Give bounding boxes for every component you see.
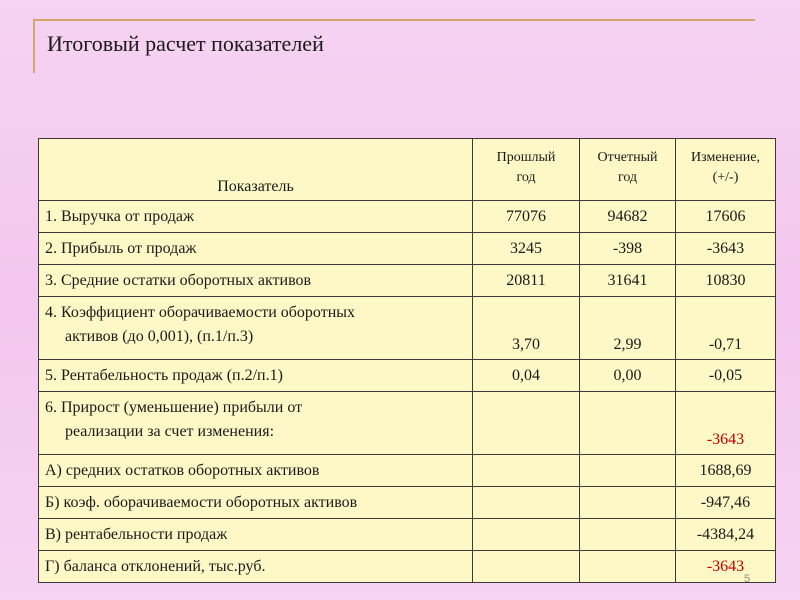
header-change-line1: Изменение, — [691, 150, 760, 165]
table-row — [39, 297, 776, 360]
report-year-value: -398 — [580, 233, 676, 265]
row-label: Г) баланса отклонений, тыс.руб. — [39, 551, 473, 583]
report-year-value: 2,99 — [580, 297, 676, 360]
change-value: -0,71 — [676, 297, 776, 360]
report-year-value: 0,00 — [580, 360, 676, 392]
change-value: -947,46 — [676, 487, 776, 519]
row-label: Б) коэф. оборачиваемости оборотных активов — [39, 487, 473, 519]
title-top-rule — [33, 19, 755, 21]
prev-year-value — [473, 519, 580, 551]
prev-year-value: 0,04 — [473, 360, 580, 392]
report-year-value — [580, 392, 676, 455]
header-prev-year-line1: Прошлый — [496, 150, 556, 165]
header-report-year-line1: Отчетный — [597, 150, 658, 165]
table-row — [39, 519, 776, 551]
report-year-value — [580, 455, 676, 487]
change-value: -3643 — [676, 233, 776, 265]
change-value: -4384,24 — [676, 519, 776, 551]
table-row — [39, 392, 776, 455]
change-value: -0,05 — [676, 360, 776, 392]
report-year-value — [580, 519, 676, 551]
table-row — [39, 233, 776, 265]
row-label: А) средних остатков оборотных активов — [39, 455, 473, 487]
row-label — [39, 297, 473, 360]
slide-number: 5 — [744, 573, 751, 585]
header-indicator: Показатель — [39, 139, 473, 201]
change-value: -3643 — [676, 392, 776, 455]
prev-year-value — [473, 551, 580, 583]
table-row — [39, 201, 776, 233]
table-header-row — [39, 139, 776, 201]
change-value: 1688,69 — [676, 455, 776, 487]
title-side-rule — [33, 19, 35, 73]
prev-year-value: 3,70 — [473, 297, 580, 360]
row-label: 3. Средние остатки оборотных активов — [39, 265, 473, 297]
row-label: 5. Рентабельность продаж (п.2/п.1) — [39, 360, 473, 392]
row-label — [39, 392, 473, 455]
prev-year-value: 3245 — [473, 233, 580, 265]
row-label-line1: 6. Прирост (уменьшение) прибыли от — [45, 399, 303, 416]
table-row — [39, 360, 776, 392]
prev-year-value: 20811 — [473, 265, 580, 297]
prev-year-value: 77076 — [473, 201, 580, 233]
report-year-value — [580, 551, 676, 583]
table-row — [39, 455, 776, 487]
report-year-value — [580, 487, 676, 519]
prev-year-value — [473, 392, 580, 455]
header-report-year-line2: год — [617, 170, 638, 185]
row-label-line2: активов (до 0,001), (п.1/п.3) — [65, 328, 254, 345]
header-change — [676, 139, 776, 201]
row-label-line2: реализации за счет изменения: — [65, 423, 275, 440]
table-row — [39, 551, 776, 583]
header-change-line2: (+/-) — [712, 170, 739, 185]
report-year-value: 31641 — [580, 265, 676, 297]
page-title: Итоговый расчет показателей — [47, 31, 324, 56]
prev-year-value — [473, 455, 580, 487]
row-label-line1: 4. Коэффициент оборачиваемости оборотных — [45, 304, 355, 321]
header-prev-year-line2: год — [516, 170, 536, 185]
row-label: 2. Прибыль от продаж — [39, 233, 473, 265]
indicators-table — [38, 138, 776, 583]
header-prev-year — [473, 139, 580, 201]
report-year-value: 94682 — [580, 201, 676, 233]
header-report-year — [580, 139, 676, 201]
table-row — [39, 487, 776, 519]
prev-year-value — [473, 487, 580, 519]
change-value: -3643 — [676, 551, 776, 583]
row-label: В) рентабельности продаж — [39, 519, 473, 551]
table-row — [39, 265, 776, 297]
change-value: 17606 — [676, 201, 776, 233]
change-value: 10830 — [676, 265, 776, 297]
row-label: 1. Выручка от продаж — [39, 201, 473, 233]
